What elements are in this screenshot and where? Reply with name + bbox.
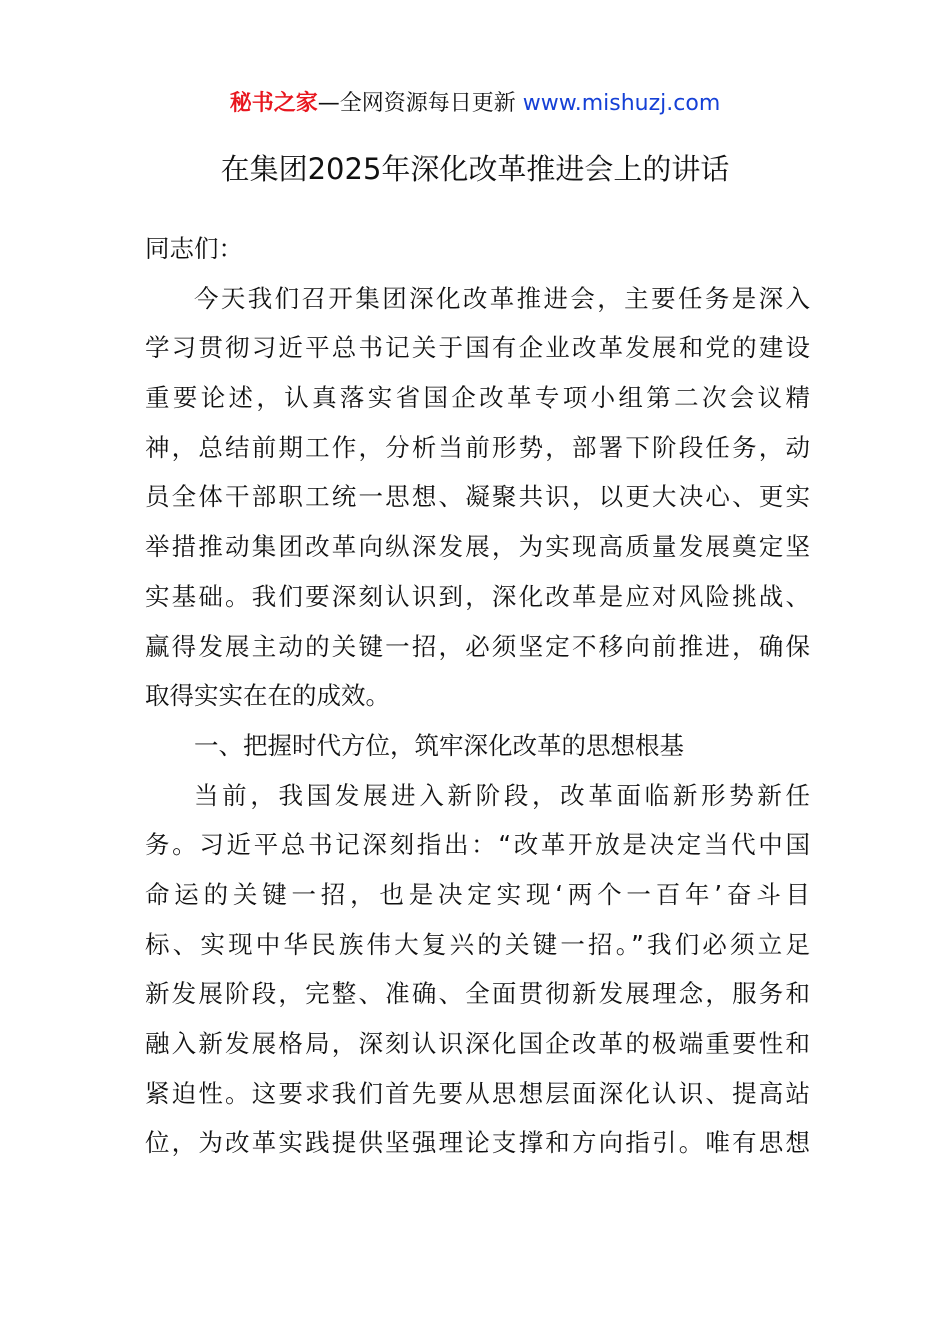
site-header [0,88,950,120]
paragraph-line: 实基础。我们要深刻认识到，深化改革是应对风险挑战、 [145,581,810,611]
paragraph-line: 学习贯彻习近平总书记关于国有企业改革发展和党的建设 [145,333,810,363]
brand-name: 秘书之家 [229,91,318,116]
paragraph-line: 重要论述，认真落实省国企改革专项小组第二次会议精 [145,383,810,413]
header-tagline: —全网资源每日更新 [317,91,516,116]
paragraph-line: 命运的关键一招，也是决定实现‘两个一百年’奋斗目 [145,879,810,909]
salutation: 同志们： [145,234,243,263]
document-body [145,224,810,1168]
paragraph-line: 务。习近平总书记深刻指出：“改革开放是决定当代中国 [145,830,810,860]
site-url-link[interactable]: www.mishuzj.com [522,91,721,116]
paragraph-line: 取得实实在在的成效。 [145,681,390,711]
paragraph-line: 标、实现中华民族伟大复兴的关键一招。”我们必须立足 [145,929,810,959]
paragraph-line: 位，为改革实践提供坚强理论支撑和方向指引。唯有思想 [145,1128,810,1158]
section-heading: 一、把握时代方位，筑牢深化改革的思想根基 [194,730,684,760]
paragraph-line: 融入新发展格局，深刻认识深化国企改革的极端重要性和 [145,1029,810,1058]
paragraph-line: 神，总结前期工作，分析当前形势，部署下阶段任务，动 [145,432,810,462]
paragraph-line: 今天我们召开集团深化改革推进会，主要任务是深入 [194,283,810,313]
paragraph-line: 举措推动集团改革向纵深发展，为实现高质量发展奠定坚 [145,532,810,562]
paragraph-line: 紧迫性。这要求我们首先要从思想层面深化认识、提高站 [145,1078,810,1108]
paragraph-line: 当前，我国发展进入新阶段，改革面临新形势新任 [194,780,810,810]
paragraph-line: 新发展阶段，完整、准确、全面贯彻新发展理念，服务和 [145,979,810,1009]
paragraph-line: 赢得发展主动的关键一招，必须坚定不移向前推进，确保 [145,631,810,661]
document-title: 在集团2025年深化改革推进会上的讲话 [220,152,730,186]
paragraph-line: 员全体干部职工统一思想、凝聚共识，以更大决心、更实 [145,482,810,512]
